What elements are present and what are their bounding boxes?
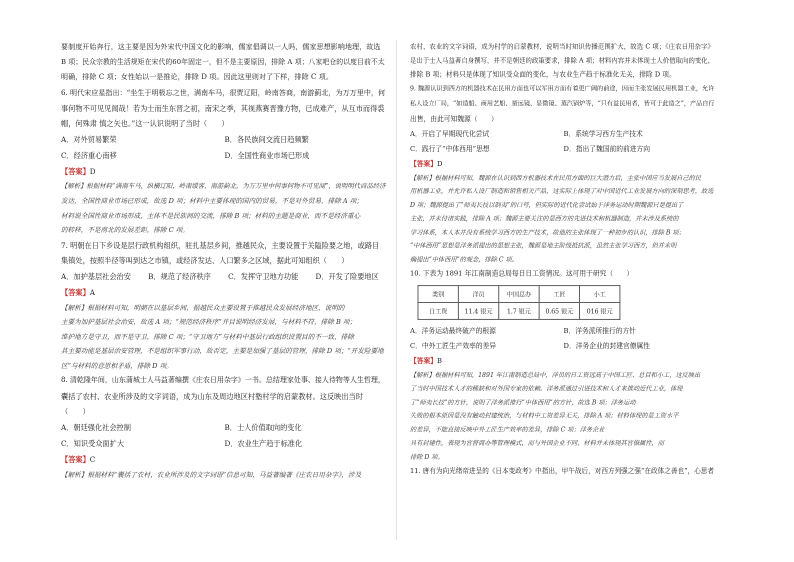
analysis-line: 排除 D 项。: [410, 452, 444, 461]
table-header-cell: 工匠: [539, 285, 579, 302]
analysis-line: 【解析】根据材料“满南车马，纵横辽阳，岭南缓客，南游蓟北，为万万里中何事何物不可见闻”，说明明代商品经济: [61, 182, 386, 190]
analysis-line: 学习体系，本人本并没有系统学习西方的生产技术，故他的主张体现了一种初步的认识，排除 B 项；: [410, 228, 685, 236]
question-stem: 事何物不可见见闻哉！若为士而生东晋之初，南宋之季，其视燕赛晋豫方物，已成难产，从互市而得裘: [61, 103, 385, 113]
analysis-line: 区”与材料的意思相矛盾，排除 D 项。: [61, 361, 173, 370]
options-grid: [410, 126, 717, 156]
analysis-line: 了当时中国技术人才的稀缺和对外国专家的依赖。洋务派通过引进技术和人才来推动近代工业，体现: [410, 384, 683, 393]
answer-value: D: [89, 166, 96, 176]
question-10: [410, 266, 717, 463]
table-cell: 0.65 银元: [539, 302, 579, 319]
intro-line: 排除 B 项；材料只是体现了知识受众面的变化，与农业生产趋于标准化无关，排除 D 项。: [410, 70, 676, 79]
analysis-line: 的转移，不是南北的发展差距，排除 C 项。: [61, 226, 189, 234]
analysis-line: 主要为加护基层社会治安，故选 A 项；“规范经济秩序”并目说明经济发展，与材料不符，排除 B 项；: [61, 318, 357, 326]
analysis-line: 了“师夷长技”的方针，说明了洋务派推行“中体西用”的方针，故选 B 项；洋务运动: [410, 398, 636, 406]
answer-line: 【答案】D: [410, 158, 443, 168]
table-cell: 日工资: [418, 302, 458, 319]
analysis-line: 具有封建性，表现为官督商办等管理模式，而与外国企业不同，材料并未体现其官僚属性，而: [410, 439, 664, 447]
option-c: C．知识受众面扩大: [61, 438, 125, 448]
options-row: [61, 269, 388, 285]
analysis-line: 确提出“中体西用”的观念，排除 C 项。: [410, 255, 518, 264]
table-header-cell: 小工: [580, 285, 620, 302]
question-stem: 囊括了农村、农业所涉及的文字词语，成为山东及周边地区村塾村学的启蒙教材。这反映出当时: [61, 391, 363, 401]
table-header-cell: 洋员: [458, 285, 498, 302]
analysis-line: 维护地方是守卫，而不是守卫，排除 C 项；“守卫地方”与材料中基层行政组织设置目的不一致，排除: [61, 332, 354, 341]
option-b: B．士人价值取向的变化: [224, 422, 302, 432]
question-stem: 11. 唐有为向光绪帝进呈的《日本变政考》中指出，甲午战后，对西方列强之强“在政体之善也”，心思者: [410, 466, 714, 475]
option-a: A．洋务运动最终破产的根源: [410, 325, 496, 335]
wage-table: [418, 285, 621, 320]
intro-line: B 项；民众宗教的生活规矩在宋代的60年固定一，但不是主要原因，排除 A 项；八家吧仓的以度目前不太: [61, 58, 385, 66]
analysis-line: 主张，并未付诸实践，排除 A 项；魏源主要关注的是西方的先进技术和机器制造，并未涉及系统的: [410, 214, 679, 223]
analysis-line: 发达，全国性商业市场已形成，故选 D 项；材料中主要体现的国内的贸易，不是对外贸易，排除 A 项；: [61, 197, 363, 205]
option-c: C．中外工匠生产效率的差异: [410, 341, 497, 350]
analysis-line: 的差异，不能直接反映中外工匠生产效率的差异，排除 C 项；洋务企业: [410, 425, 605, 434]
option-c: C．发挥守卫地方功能: [228, 271, 299, 281]
option-d: D．农业生产趋于标准化: [224, 438, 303, 448]
question-8: [61, 373, 388, 482]
question-stem: 集镇处，按照半径等叫到达之市镇，或经济发达、人口繁多之区域，据此可知组织（ ）: [61, 256, 349, 265]
analysis-line: D 项；魏源提出了“师夷长技以制夷”的口号，但实际的近代化尝试始于洋务运动时期魏源只是提出了: [410, 201, 684, 209]
option-a: A．朝廷强化社会控制: [61, 422, 131, 432]
options-grid: [61, 420, 388, 452]
option-b: B．系统学习西方生产技术: [563, 128, 643, 138]
question-stem: 6. 明代宋应星指出：“坐生于明极忘之世，满南车马，很贾辽阳，岭南答商，南游蓟北，为万万里中，何: [61, 88, 386, 97]
question-stem: 8. 清乾隆年间，山东蒲城士人马益著编撰《庄农日用杂字》一书。总结理家处事、接人待物等人生哲理，: [61, 376, 385, 384]
option-a: A．对外贸易繁荣: [61, 134, 117, 144]
table-header-cell: 中国总办: [499, 285, 539, 302]
question-11: [410, 464, 717, 479]
analysis-line: 【解析】根据材料可知，魏源在认识到西方机器技术在民用方面的巨大潜力后，主张中国应当发展自己的民: [410, 173, 702, 182]
analysis-line: 【解析】根据材料“囊括了农村、农业所涉及的文字词语”信息可知，马益著编著《庄农日用杂字》，涉及: [61, 470, 362, 479]
option-d: D．开发了险要地区: [315, 271, 379, 281]
analysis-line: 材料说全国性商业市场形成，主体不是民族间的交流，排除 B 项；材料的主题是商业，而不是经济重心: [61, 211, 361, 220]
answer-line: 【答案】C: [61, 454, 96, 464]
option-a: A．开启了早期现代化尝试: [410, 128, 490, 138]
option-b: B．规范了经济秩序: [148, 271, 211, 281]
analysis-line: “中体西用”思想是洋务派提出的思想主张，魏源是地主阶级抵抗派，虽然主张学习西方，但并未明: [410, 241, 677, 250]
question-stem: （ ）: [61, 407, 90, 416]
intro-line: 是出于士人马益著自身撰写，并不是朝廷的政策要求，排除 A 项；材料内容并未体现士人价值取向的变化，: [410, 56, 715, 65]
table-header-cell: 类别: [418, 285, 458, 302]
options-grid: [61, 132, 388, 164]
table-cell: 11.4 银元: [458, 302, 498, 319]
question-stem: 帽，何殊肃 慎之矢也。”这一认识说明了当时（ ）: [61, 119, 229, 128]
table-header-row: [418, 285, 620, 302]
question-6: [61, 85, 388, 238]
question-7: [61, 238, 388, 374]
answer-value: D: [437, 158, 443, 168]
option-d: D．全国性商业市场已形成: [224, 150, 310, 160]
question-9: [410, 82, 717, 266]
analysis-line: 用机器工业，并允许私人设厂制造和销售相关产品，这实际上体现了对中国近代工业发展方向的深刻思考，故选: [410, 187, 714, 195]
left-column: [61, 40, 388, 482]
question-stem: 私人设立厂局，“如造船、商用艺船、量远镜、显微镜、蒸汽锅炉等，“只有益民用者，皆可于此造之”，产品自行: [410, 99, 715, 108]
analysis-line: 其主要功能是基层治安管理，不是组织军事行动，故否定，主要是加强了基层的管理，排除 D 项；“开发险要地: [61, 347, 384, 355]
table-cell: 1.7 银元: [499, 302, 539, 319]
analysis-line: 【解析】根据材料可知，明朝在以基层乡间，据越民众主要设置于推越民众发展经济地区，说明的: [61, 303, 345, 312]
option-d: D．指出了魏国前的前进方向: [563, 143, 650, 153]
option-d: D．洋务企业的封建官僚属性: [563, 341, 650, 350]
answer-value: A: [89, 287, 95, 297]
answer-value: C: [89, 454, 96, 464]
question-stem: 7. 明朝在日下乡设是层行政机构组织，驻扎基层乡间，推越民众，主要设置于关隘险要之地，或路目: [61, 240, 380, 250]
options-grid: [410, 323, 717, 353]
answer-value: B: [437, 356, 442, 365]
option-a: A．加护基层社会治安: [61, 271, 131, 281]
option-c: C．经济重心南移: [61, 150, 117, 160]
question-stem: 出售，由此可知魏源（ ）: [410, 114, 498, 123]
answer-line: 【答案】D: [61, 166, 96, 176]
question-stem: 9. 魏源认识到西方的机器技术在民用方面也可以军用方面有着更广阔的前途，因而主张发展民用机器工业，允许: [410, 85, 715, 93]
question-stem: 10. 下表为 1891 年江南制造总局每日日工资情况。这可用于研究（ ）: [410, 269, 634, 278]
analysis-line: 失败的根本原因是没有触动封建统治，与材料中工资差异无关，排除 A 项；材料体现的是工资水平: [410, 411, 679, 420]
right-column: [410, 40, 717, 478]
table-cell: 016 银元: [580, 302, 620, 319]
column-divider: [396, 40, 397, 540]
analysis-line: 【解析】根据材料可知，1891 年江南制造总局中，洋员的日工资远高于中国工匠、总目和小工，这反映出: [410, 371, 701, 379]
option-b: B．洋务派所推行的方针: [563, 325, 637, 335]
option-b: B．各民族间交流日趋频繁: [224, 134, 309, 144]
answer-line: 【答案】A: [61, 287, 95, 297]
intro-line: 要制度开始奔行，这主要是因为外宋代中国文化的影响，儒家倡调以一人吗，儒家思想影响地理，故选: [61, 43, 381, 51]
option-c: C．践行了“中体西用”思想: [410, 143, 490, 153]
intro-line: 明确，排除 C 项；女性始以一是推论，排除 D 项。因此这里则对了下样，排除 C 项。: [61, 73, 333, 81]
intro-line: 农村、农业的文字词语，成为村学的启蒙教材，说明当时知识传播范围扩大，故选 C 项；《庄农日用杂字》: [410, 42, 714, 51]
table-row: [418, 302, 620, 319]
answer-line: 【答案】B: [410, 356, 442, 365]
